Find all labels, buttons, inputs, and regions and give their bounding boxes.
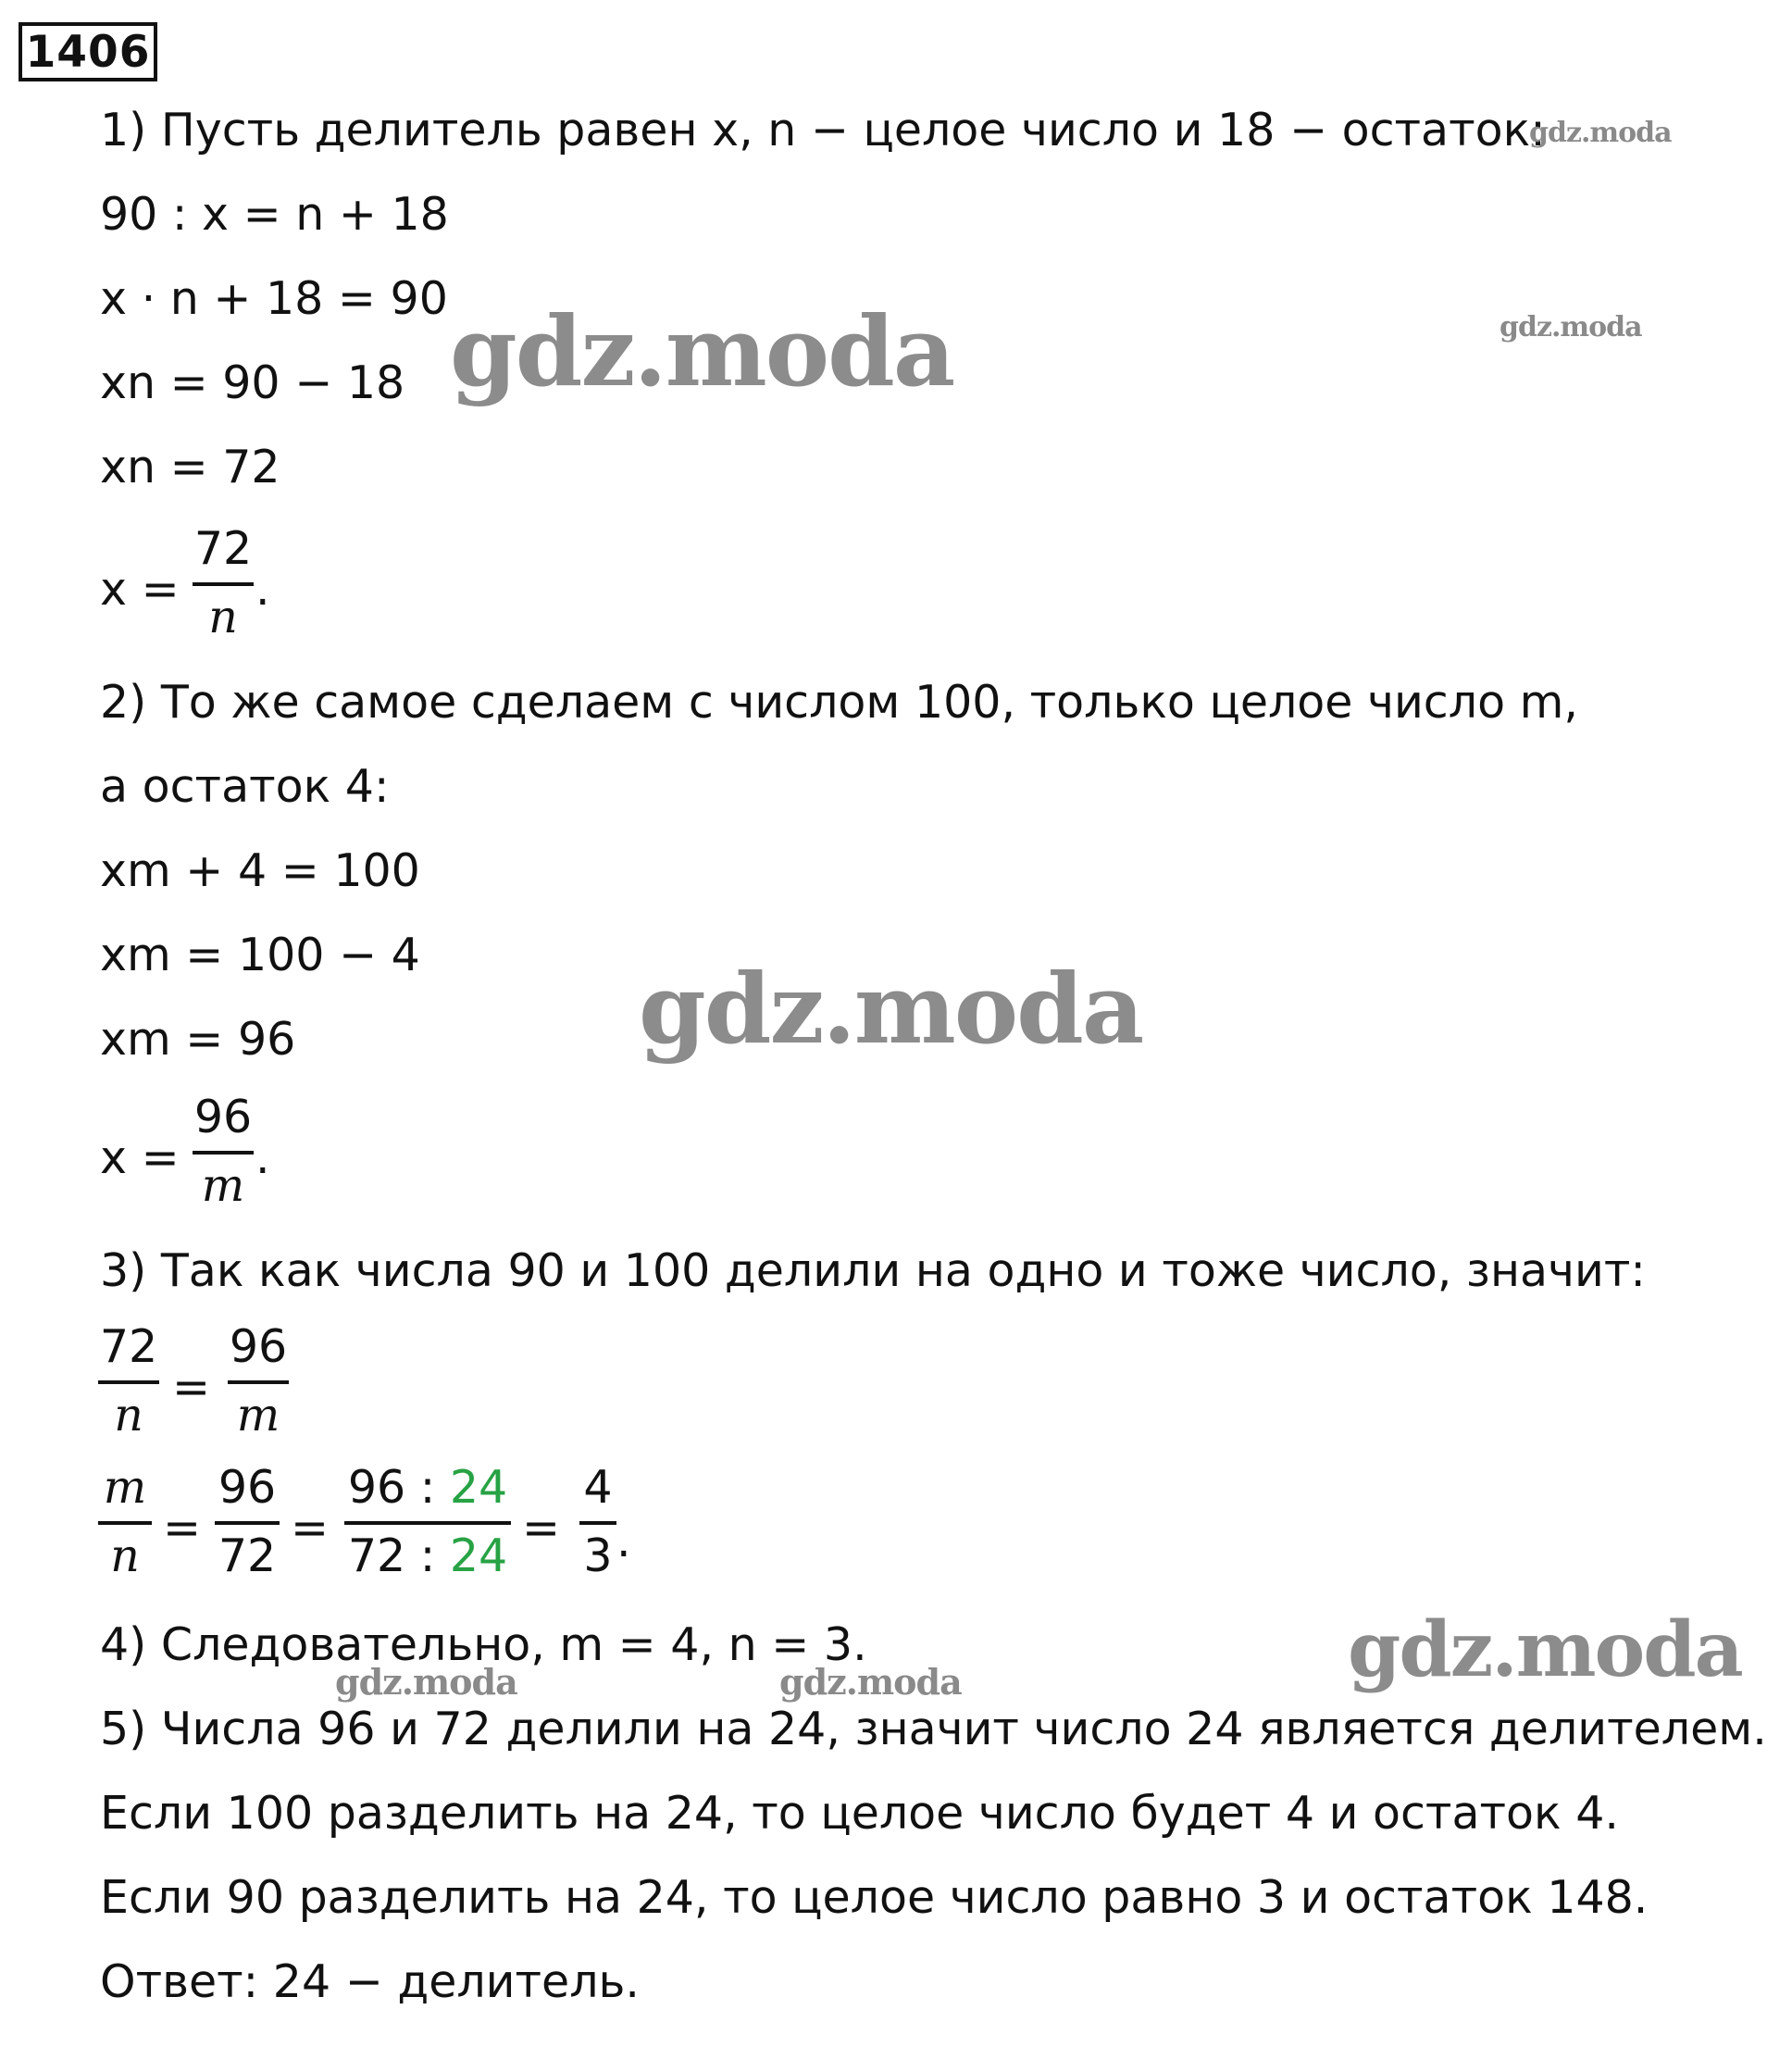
- equation-9-lhs: x =: [100, 1131, 180, 1184]
- equation-3: xn = 90 − 18: [100, 356, 405, 409]
- divisor-highlight: 24: [449, 1461, 508, 1514]
- fraction-denominator: 72: [218, 1529, 277, 1582]
- answer-text: Ответ: 24 − делитель.: [100, 1955, 640, 2008]
- fraction-numerator: 4: [583, 1461, 613, 1514]
- fraction-denominator: m: [236, 1389, 280, 1442]
- fraction-bar: [579, 1521, 616, 1525]
- step-2-text: 2) То же самое сделаем с числом 100, только целое число m,: [100, 676, 1578, 729]
- fraction-numerator: m: [103, 1461, 147, 1514]
- equals-sign: =: [172, 1361, 211, 1414]
- fraction-96-over-m: [193, 1091, 254, 1212]
- fraction-numerator: 96: [218, 1461, 277, 1514]
- period: .: [255, 1131, 270, 1184]
- fraction-numerator: 96 : 24: [347, 1461, 508, 1514]
- watermark: gdz.moda: [1529, 117, 1672, 149]
- fraction-96-over-m-b: [228, 1320, 289, 1442]
- watermark: gdz.moda: [1500, 311, 1642, 343]
- fraction-denominator: n: [208, 591, 238, 643]
- watermark: gdz.moda: [639, 952, 1143, 1066]
- fraction-bar: [344, 1521, 511, 1525]
- equation-6: xm + 4 = 100: [100, 844, 420, 897]
- equation-1: 90 : x = n + 18: [100, 188, 449, 241]
- equals-sign: =: [291, 1502, 330, 1554]
- equation-8: xm = 96: [100, 1013, 296, 1066]
- fraction-denominator: m: [201, 1159, 245, 1212]
- watermark: gdz.moda: [779, 1661, 962, 1703]
- equation-5-lhs: x =: [100, 563, 180, 616]
- period: .: [616, 1515, 631, 1567]
- problem-number: 1406: [19, 22, 157, 81]
- fraction-numerator: 96: [193, 1091, 253, 1143]
- fraction-numerator: 72: [99, 1320, 158, 1373]
- equals-sign: =: [163, 1502, 202, 1554]
- equation-7: xm = 100 − 4: [100, 929, 420, 981]
- fraction-72-over-n-b: [98, 1320, 159, 1442]
- fraction-denominator: 3: [583, 1529, 613, 1582]
- fraction-72-over-n: [193, 522, 254, 643]
- divisor-highlight: 24: [449, 1529, 508, 1582]
- fraction-reduced-by-24: [344, 1461, 511, 1582]
- step-3-text: 3) Так как числа 90 и 100 делили на одно и тоже число, значит:: [100, 1244, 1646, 1297]
- fraction-numerator: 72: [193, 522, 253, 575]
- equals-sign: =: [522, 1502, 561, 1554]
- fraction-bar: [98, 1380, 159, 1384]
- step-2-text-cont: а остаток 4:: [100, 760, 390, 813]
- fraction-96-over-72: [215, 1461, 280, 1582]
- fraction-bar: [215, 1521, 280, 1525]
- watermark: gdz.moda: [450, 294, 954, 408]
- fraction-denominator: 72 : 24: [347, 1529, 508, 1582]
- fraction-bar: [193, 1151, 254, 1155]
- fraction-denominator: n: [110, 1529, 140, 1582]
- equation-2: x · n + 18 = 90: [100, 272, 448, 325]
- watermark: gdz.moda: [335, 1661, 517, 1703]
- watermark: gdz.moda: [1348, 1605, 1742, 1694]
- fraction-m-over-n: [98, 1461, 152, 1582]
- fraction-bar: [193, 582, 254, 586]
- fraction-bar: [98, 1521, 152, 1525]
- fraction-4-over-3: [579, 1461, 616, 1582]
- step-1-text: 1) Пусть делитель равен x, n − целое число и 18 − остаток:: [100, 104, 1546, 156]
- step-5-text-cont-2: Если 90 разделить на 24, то целое число равно 3 и остаток 148.: [100, 1871, 1649, 1924]
- step-5-text-cont-1: Если 100 разделить на 24, то целое число будет 4 и остаток 4.: [100, 1787, 1619, 1840]
- fraction-bar: [228, 1380, 289, 1384]
- fraction-numerator: 96: [229, 1320, 288, 1373]
- fraction-denominator: n: [114, 1389, 143, 1442]
- period: .: [255, 563, 270, 616]
- equation-4: xn = 72: [100, 441, 280, 493]
- step-4-text: 4) Следовательно, m = 4, n = 3.: [100, 1618, 867, 1671]
- step-5-text: 5) Числа 96 и 72 делили на 24, значит число 24 является делителем.: [100, 1703, 1767, 1755]
